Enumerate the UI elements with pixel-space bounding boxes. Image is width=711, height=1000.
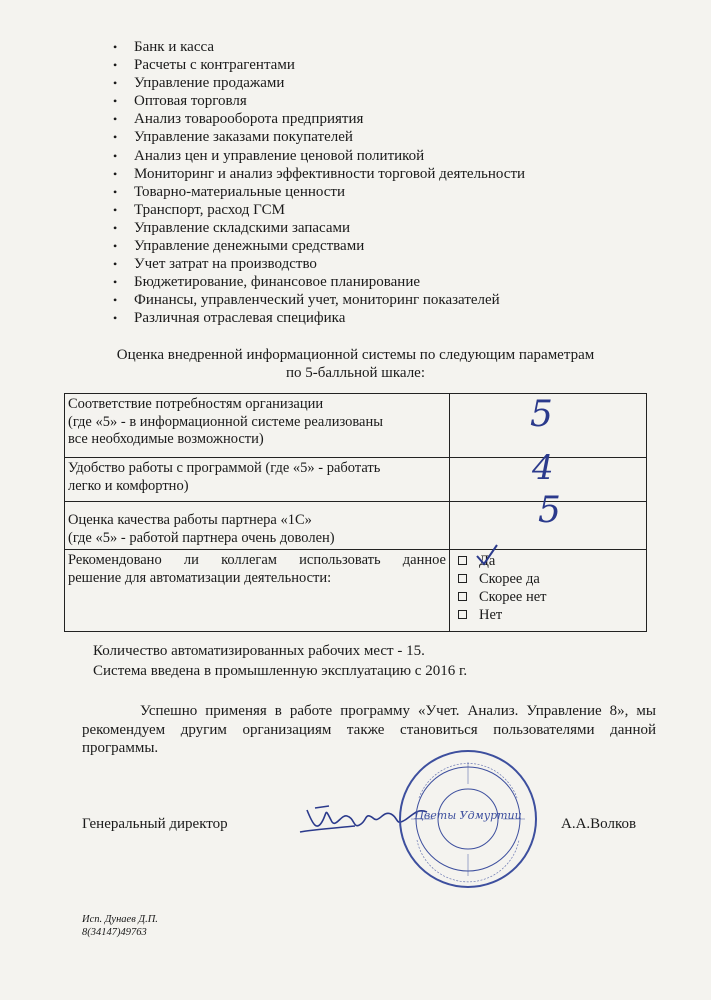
list-item: • Учет затрат на производство bbox=[113, 256, 317, 273]
signatory-name: А.А.Волков bbox=[561, 816, 637, 832]
list-item: • Товарно-материальные ценности bbox=[113, 183, 345, 200]
criterion-cell bbox=[65, 458, 450, 502]
list-item: • Финансы, управленческий учет, мониторинг показателей bbox=[113, 292, 500, 309]
module-list bbox=[110, 38, 525, 328]
checkbox-icon[interactable] bbox=[458, 592, 467, 601]
handwritten-score: 5 bbox=[538, 490, 561, 531]
list-item: • Мониторинг и анализ эффективности торговой деятельности bbox=[113, 165, 526, 182]
table-row bbox=[65, 394, 647, 458]
criterion-text: (где «5» - работой партнера очень доволен) bbox=[68, 529, 335, 546]
list-item: • Бюджетирование, финансовое планирование bbox=[113, 274, 421, 291]
list-item: • Управление денежными средствами bbox=[113, 238, 365, 255]
list-item: • Управление продажами bbox=[113, 75, 285, 92]
score-cell bbox=[450, 490, 647, 550]
rating-heading bbox=[0, 346, 711, 382]
list-item: • Транспорт, расход ГСМ bbox=[113, 201, 286, 218]
recommend-question-cell bbox=[65, 550, 450, 632]
commissioning-date: Система введена в промышленную эксплуатацию с 2016 г. bbox=[93, 663, 468, 679]
table-row bbox=[65, 550, 647, 632]
recommend-options-cell bbox=[450, 550, 647, 632]
criterion-cell bbox=[65, 502, 450, 550]
option-yes[interactable]: Да bbox=[479, 552, 643, 570]
criterion-text: все необходимые возможности) bbox=[68, 431, 264, 447]
signatory-position: Генеральный директор bbox=[82, 816, 228, 832]
list-item: • Различная отраслевая специфика bbox=[113, 310, 346, 327]
workplaces-count: Количество автоматизированных рабочих мест - 15. bbox=[93, 643, 425, 659]
recommend-question-text: Рекомендовано ли коллегам использовать данное bbox=[68, 552, 446, 568]
list-item: • Анализ цен и управление ценовой политикой bbox=[113, 147, 425, 164]
executor-name: Исп. Дунаев Д.П. bbox=[82, 914, 158, 925]
checkbox-icon[interactable] bbox=[458, 610, 467, 619]
list-item: • Управление заказами покупателей bbox=[113, 129, 353, 146]
criterion-text: Удобство работы с программой (где «5» - работать bbox=[68, 460, 381, 476]
rating-heading-line: по 5-балльной шкале: bbox=[285, 365, 426, 381]
executor-phone: 8(34147)49763 bbox=[82, 927, 147, 938]
option-rather-yes[interactable]: Скорее да bbox=[479, 570, 643, 588]
closing-paragraph: Успешно применяя в работе программу «Учет. Анализ. Управление 8», мы рекомендуем другим организациям также становиться пользователями данной программы. bbox=[82, 703, 656, 756]
list-item: • Управление складскими запасами bbox=[113, 219, 351, 236]
option-no[interactable]: Нет bbox=[479, 606, 643, 624]
handwritten-score: 5 bbox=[530, 394, 553, 435]
criterion-cell bbox=[65, 394, 450, 458]
stamp-center-text: Цветы Удмуртии bbox=[414, 809, 522, 822]
option-rather-no[interactable]: Скорее нет bbox=[479, 588, 643, 606]
criterion-text: легко и комфортно) bbox=[68, 477, 189, 494]
list-item: • Анализ товарооборота предприятия bbox=[113, 111, 364, 128]
rating-heading-line: Оценка внедренной информационной системы по следующим параметрам bbox=[116, 347, 595, 363]
list-item: • Банк и касса bbox=[113, 39, 214, 55]
checkbox-icon[interactable] bbox=[458, 574, 467, 583]
criterion-text: (где «5» - в информационной системе реализованы bbox=[68, 413, 383, 430]
handwritten-score: 4 bbox=[532, 448, 554, 488]
criterion-text: Соответствие потребностям организации bbox=[68, 396, 324, 412]
handwritten-checkmark-icon bbox=[474, 544, 500, 568]
list-item: • Оптовая торговля bbox=[113, 93, 247, 110]
checkbox-icon[interactable] bbox=[458, 556, 467, 565]
company-stamp bbox=[397, 748, 539, 890]
rating-table bbox=[64, 393, 647, 632]
criterion-text: Оценка качества работы партнера «1С» bbox=[68, 512, 312, 528]
list-item: • Расчеты с контрагентами bbox=[113, 57, 295, 74]
recommend-question-text: решение для автоматизации деятельности: bbox=[68, 569, 332, 586]
table-row bbox=[65, 502, 647, 550]
